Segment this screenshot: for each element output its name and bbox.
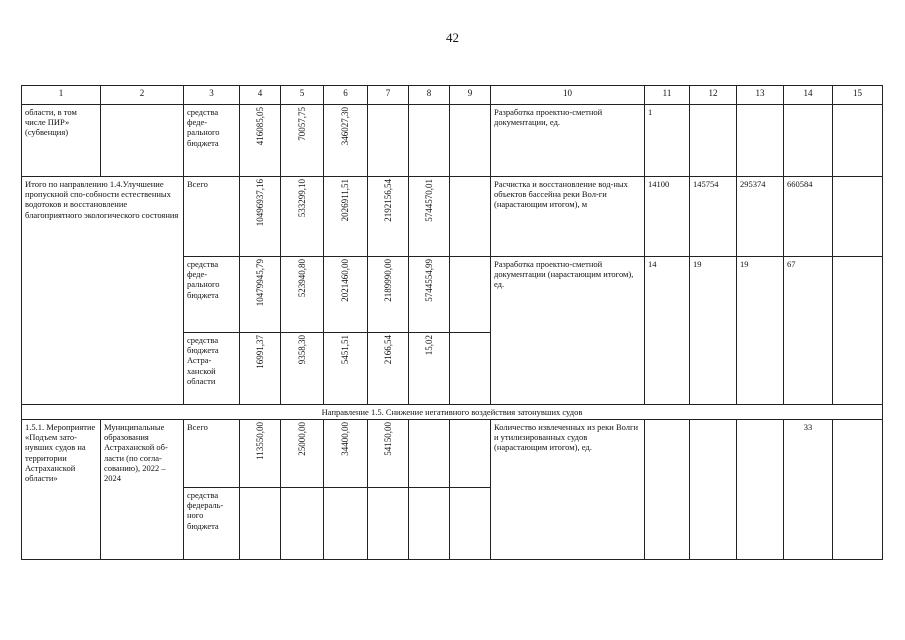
- program-table: [21, 85, 883, 560]
- header-cell: 5: [281, 86, 324, 105]
- indicator-value: 14100: [645, 177, 690, 257]
- amount-year-1: 533299,10: [296, 179, 307, 218]
- amount-year-2: 34400,00: [340, 422, 351, 456]
- table-row: [22, 177, 883, 257]
- indicator-value: 1: [645, 105, 690, 177]
- indicator-name: Расчистка и восстановление вод-ных объектов бассейна реки Вол-ги (нарастающим итогом), м: [491, 177, 645, 257]
- funding-source: средства федераль-ного бюджета: [184, 488, 240, 560]
- indicator-value: 14: [645, 257, 690, 405]
- amount-year-2: 2026911,51: [340, 179, 351, 222]
- page-number: 42: [446, 30, 459, 45]
- indicator-name: Разработка проектно-сметной документации, ед.: [491, 105, 645, 177]
- header-cell: 11: [645, 86, 690, 105]
- indicator-value: 33: [784, 420, 833, 560]
- funding-source: Всего: [184, 420, 240, 488]
- amount-total: 16991,37: [254, 335, 265, 369]
- header-cell: 9: [450, 86, 491, 105]
- table-row: [22, 420, 883, 488]
- header-cell: 6: [324, 86, 368, 105]
- indicator-value: 19: [690, 257, 737, 405]
- header-cell: 4: [240, 86, 281, 105]
- amount-year-1: 523940,80: [296, 259, 307, 298]
- amount-total: 113550,00: [254, 422, 265, 460]
- header-cell: 1: [22, 86, 101, 105]
- measure-name: области, в том числе ПИР» (субвенция): [22, 105, 101, 177]
- amount-year-3: 2192156,54: [382, 179, 393, 222]
- funding-source: средства бюджета Астра-ханской области: [184, 333, 240, 405]
- amount-year-2: 5451,51: [340, 335, 351, 365]
- header-cell: 7: [368, 86, 409, 105]
- indicator-value: 295374: [737, 177, 784, 257]
- direction-total-name: Итого по направлению 1.4.Улучшение пропускной спо-собности естественных водотоков и восстановление благоприятного экологического состояния: [22, 177, 184, 405]
- executor-cell: Муниципальные образования Астраханской об-ласти (по согла-сованию), 2022 – 2024: [101, 420, 184, 560]
- header-cell: 12: [690, 86, 737, 105]
- header-cell: 10: [491, 86, 645, 105]
- table-row: [22, 105, 883, 177]
- amount-total: 416085,05: [254, 107, 265, 146]
- header-cell: 14: [784, 86, 833, 105]
- amount-year-1: 25000,00: [296, 422, 307, 456]
- measure-name: 1.5.1. Мероприятие «Подъем зато-нувших судов на территории Астраханской области»: [22, 420, 101, 560]
- amount-year-4: 15,02: [423, 335, 434, 356]
- amount-year-3: 2189990,00: [382, 259, 393, 302]
- direction-title: Направление 1.5. Снижение негативного воздействия затонувших судов: [22, 405, 883, 420]
- header-cell: 13: [737, 86, 784, 105]
- header-cell: 8: [409, 86, 450, 105]
- funding-source: Всего: [184, 177, 240, 257]
- indicator-name: Разработка проектно-сметной документации (нарастающим итогом), ед.: [491, 257, 645, 405]
- indicator-name: Количество извлеченных из реки Волги и утилизированных судов (нарастающим итогом), ед.: [491, 420, 645, 560]
- indicator-value: 67: [784, 257, 833, 405]
- indicator-value: 145754: [690, 177, 737, 257]
- indicator-value: 19: [737, 257, 784, 405]
- amount-year-3: 54150,00: [382, 422, 393, 456]
- amount-year-1: 9358,30: [296, 335, 307, 365]
- amount-year-2: 346027,30: [340, 107, 351, 146]
- funding-source: средства феде-рального бюджета: [184, 257, 240, 333]
- funding-source: средства феде-рального бюджета: [184, 105, 240, 177]
- header-cell: 3: [184, 86, 240, 105]
- amount-year-4: 5744554,99: [423, 259, 434, 302]
- direction-row: [22, 405, 883, 420]
- amount-total: 10496937,16: [254, 179, 265, 227]
- executor-cell: [101, 105, 184, 177]
- header-row: [22, 86, 883, 105]
- header-cell: 2: [101, 86, 184, 105]
- amount-year-1: 70057,75: [296, 107, 307, 141]
- amount-year-4: 5744570,01: [423, 179, 434, 222]
- header-cell: 15: [833, 86, 883, 105]
- indicator-value: 660584: [784, 177, 833, 257]
- amount-year-3: 2166,54: [382, 335, 393, 365]
- amount-year-2: 2021460,00: [340, 259, 351, 302]
- amount-total: 10479945,79: [254, 259, 265, 307]
